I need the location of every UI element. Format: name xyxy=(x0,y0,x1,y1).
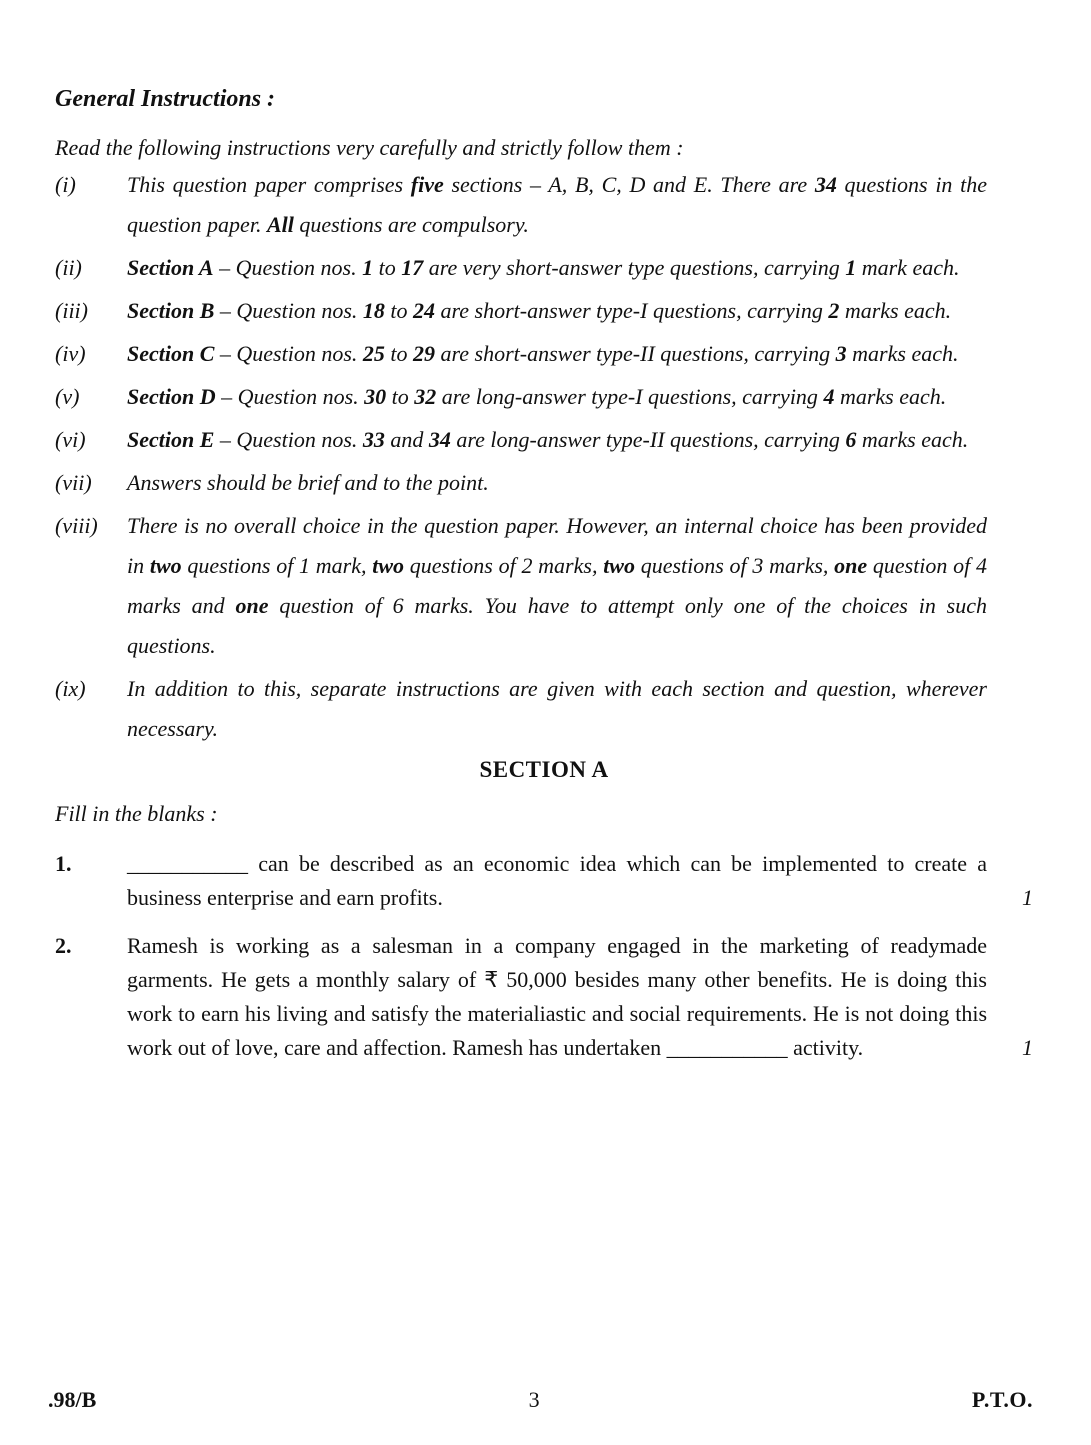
instruction-item xyxy=(55,248,1033,288)
instruction-item xyxy=(55,377,1033,417)
fill-in-the-blanks-label: Fill in the blanks : xyxy=(55,801,218,826)
instruction-number: (ix) xyxy=(55,676,86,701)
instruction-number: (iii) xyxy=(55,298,88,323)
instruction-number: (v) xyxy=(55,384,80,409)
instruction-item xyxy=(55,165,1033,245)
instruction-item xyxy=(55,420,1033,460)
instruction-number: (i) xyxy=(55,172,76,197)
question-item xyxy=(55,929,1033,1065)
page-footer xyxy=(48,1387,1033,1413)
instruction-number: (ii) xyxy=(55,255,82,280)
instruction-text: Answers should be brief and to the point. xyxy=(127,470,489,495)
instruction-text: This question paper comprises five sections – A, B, C, D and E. There are 34 questions in the question paper. All questions are compulsory. xyxy=(127,172,988,237)
instruction-item xyxy=(55,291,1033,331)
section-a-heading: SECTION A xyxy=(479,757,609,782)
questions-list xyxy=(55,847,1033,1065)
paper-code: .98/B xyxy=(48,1387,97,1412)
instruction-item xyxy=(55,506,1033,666)
instruction-text: Section D – Question nos. 30 to 32 are long-answer type-I questions, carrying 4 marks each. xyxy=(127,384,947,409)
pto-label: P.T.O. xyxy=(971,1387,1033,1412)
instruction-item xyxy=(55,334,1033,374)
instruction-item xyxy=(55,669,1033,749)
question-item xyxy=(55,847,1033,915)
instruction-text: There is no overall choice in the question paper. However, an internal choice has been provided in two questions of 1 mark, two questions of 2 marks, two questions of 3 marks, one question of 4 marks and one question of 6 marks. You have to attempt only one of the choices in such questions. xyxy=(127,513,987,658)
question-marks: 1 xyxy=(1022,885,1033,910)
page-number: 3 xyxy=(528,1387,540,1412)
instruction-text: Section C – Question nos. 25 to 29 are short-answer type-II questions, carrying 3 marks each. xyxy=(127,341,959,366)
instructions-list xyxy=(55,165,1033,749)
question-text: ___________ can be described as an economic idea which can be implemented to create a business enterprise and earn profits. xyxy=(127,851,987,910)
general-instructions-heading: General Instructions : xyxy=(55,86,276,112)
instruction-text: In addition to this, separate instructions are given with each section and question, wherever necessary. xyxy=(127,676,987,741)
instruction-item xyxy=(55,463,1033,503)
instruction-number: (viii) xyxy=(55,513,98,538)
question-number: 2. xyxy=(55,933,72,958)
question-text: Ramesh is working as a salesman in a company engaged in the marketing of readymade garments. He gets a monthly salary of ₹ 50,000 besides many other benefits. He is doing this work to earn his living and satisfy the materialiastic and social requirements. He is not doing this work out of love, care and affection. Ramesh has undertaken ___________ activity. xyxy=(127,933,987,1060)
instruction-number: (vii) xyxy=(55,470,92,495)
instruction-text: Section E – Question nos. 33 and 34 are long-answer type-II questions, carrying 6 marks each. xyxy=(127,427,969,452)
question-number: 1. xyxy=(55,851,72,876)
question-marks: 1 xyxy=(1022,1035,1033,1060)
instruction-number: (vi) xyxy=(55,427,86,452)
read-instructions-line: Read the following instructions very carefully and strictly follow them : xyxy=(55,135,684,160)
instruction-text: Section B – Question nos. 18 to 24 are short-answer type-I questions, carrying 2 marks each. xyxy=(127,298,952,323)
instruction-text: Section A – Question nos. 1 to 17 are very short-answer type questions, carrying 1 mark each. xyxy=(127,255,960,280)
instruction-number: (iv) xyxy=(55,341,86,366)
